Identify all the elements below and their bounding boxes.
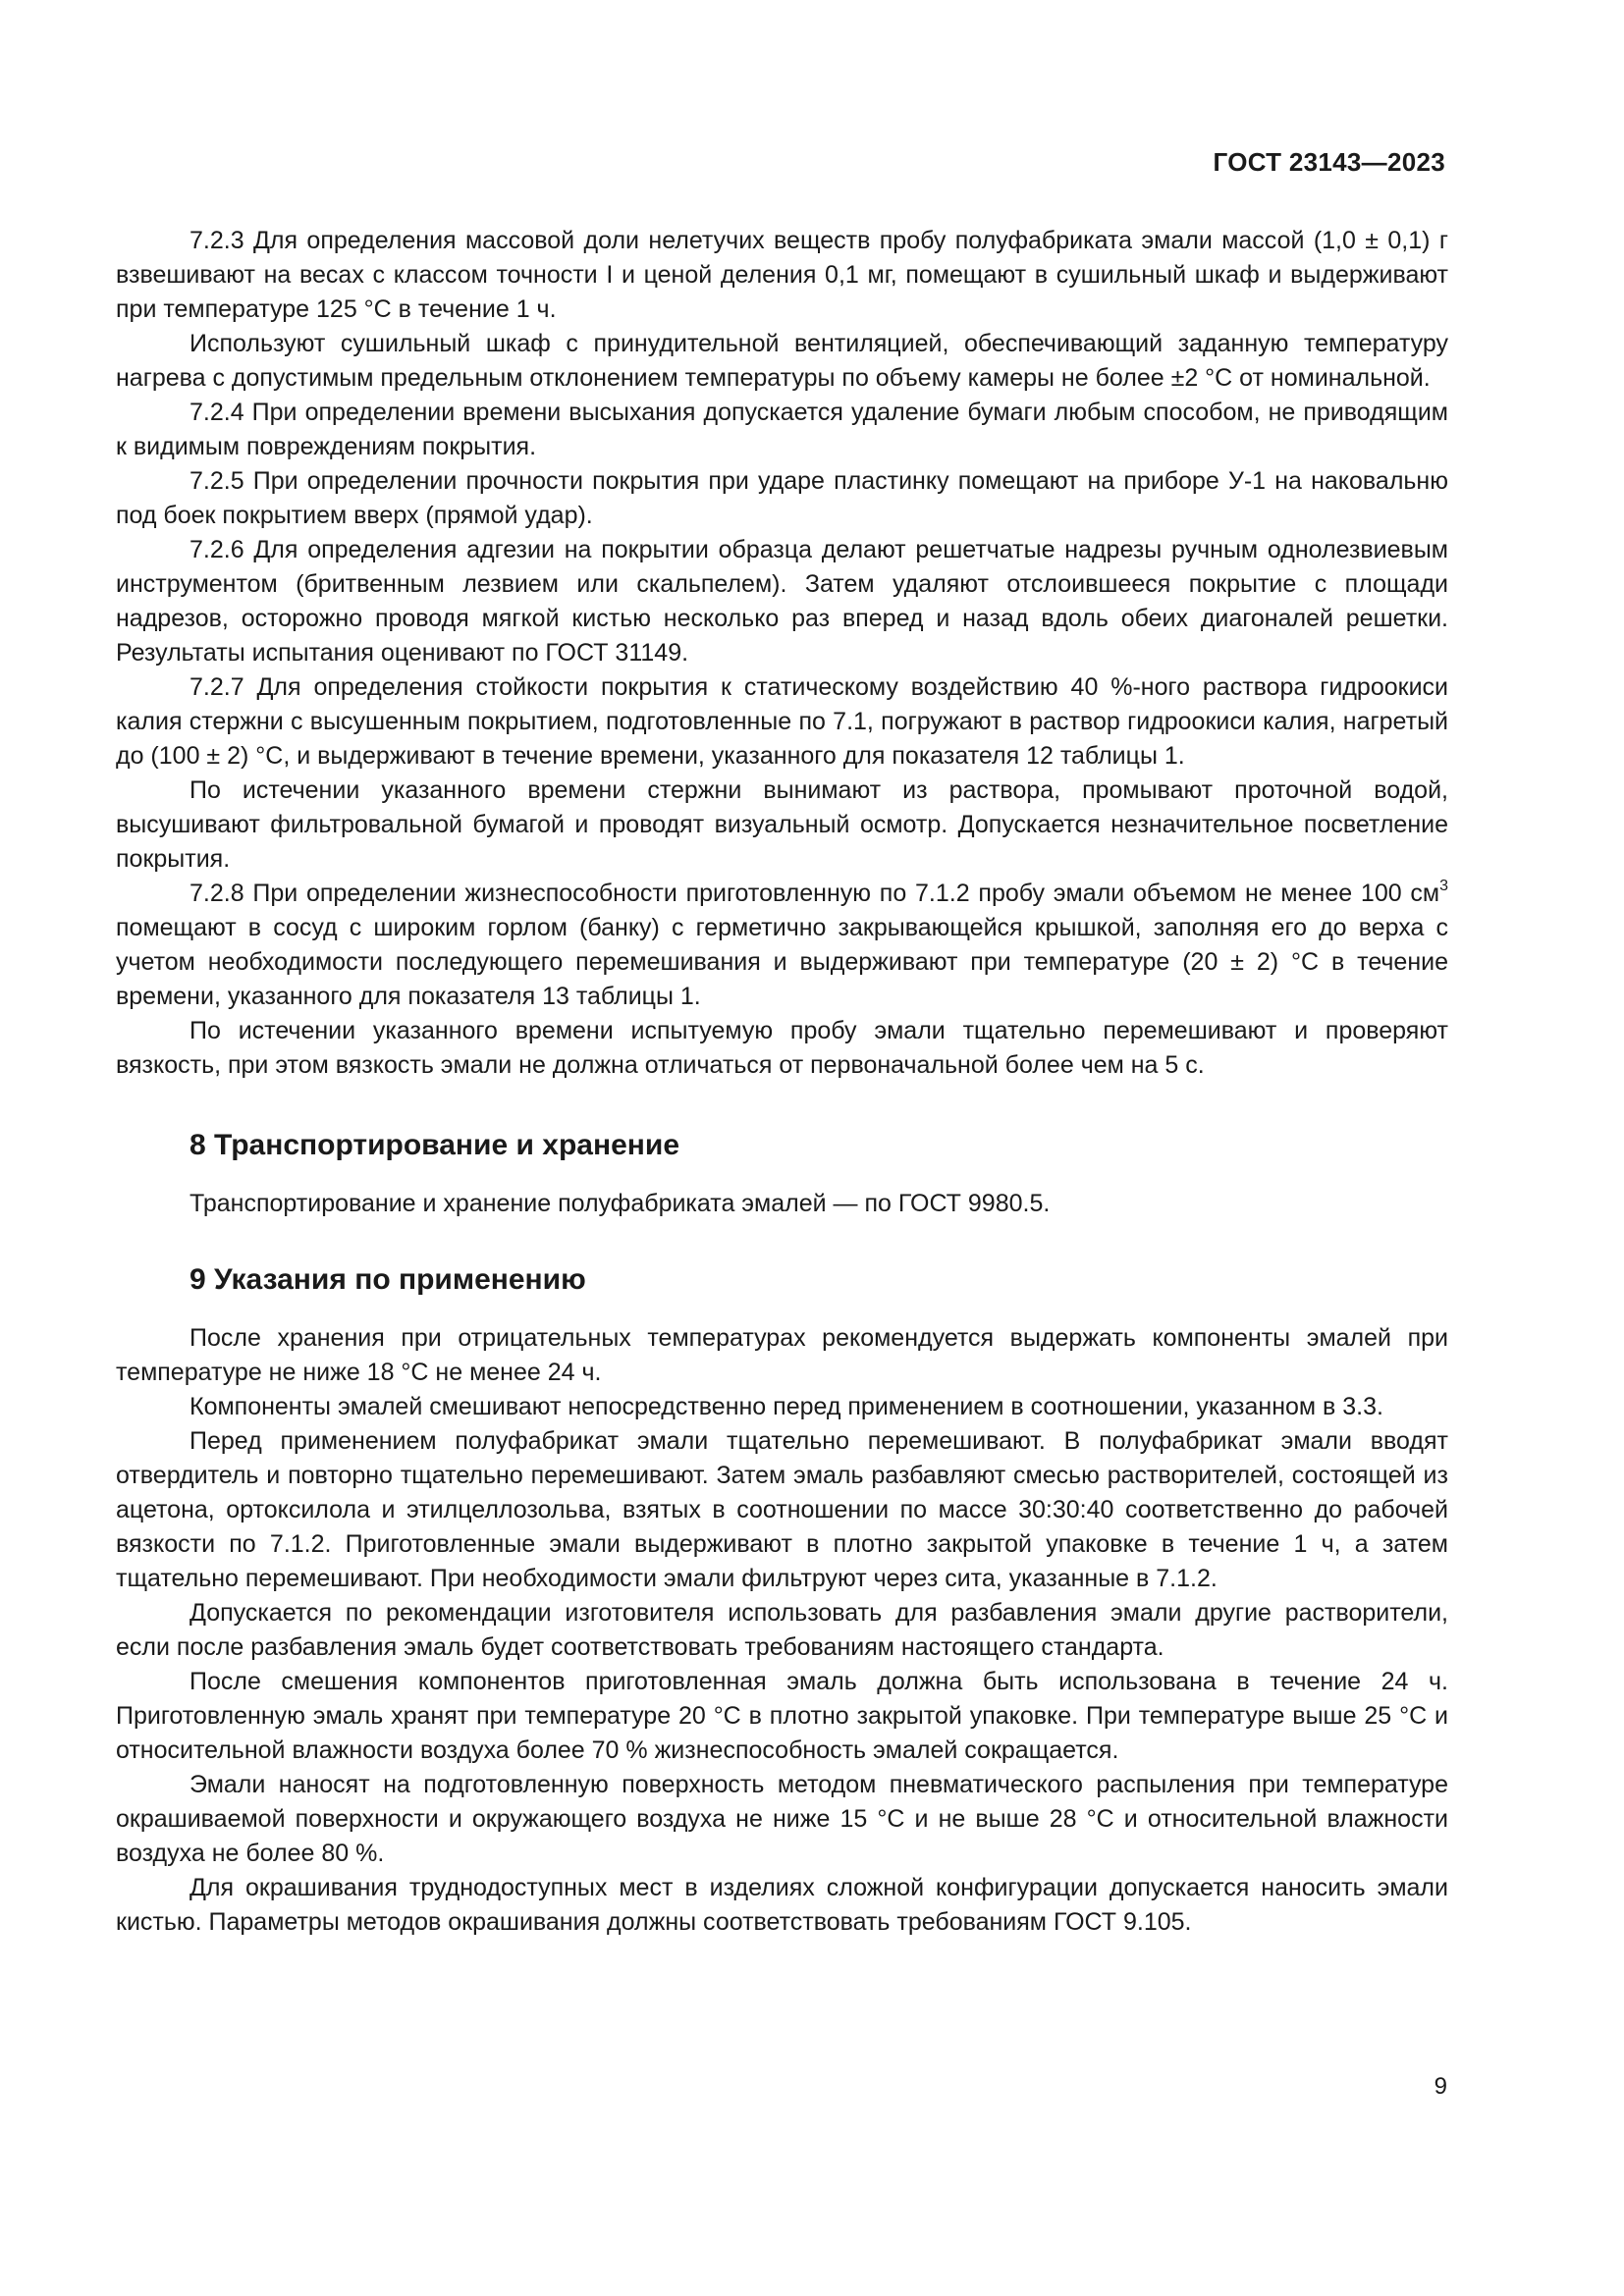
cubic-superscript: 3 bbox=[1439, 877, 1448, 894]
section-8-heading: 8 Транспортирование и хранение bbox=[189, 1129, 680, 1161]
paragraph-7-2-7-inspection: По истечении указанного времени стержни вынимают из раствора, промывают проточной водой, высушивают фильтровальной бумагой и проводят визуальный осмотр. Допускается незначительное посветление покрытия. bbox=[116, 776, 1448, 873]
section-9-paragraph: Допускается по рекомендации изготовителя использовать для разбавления эмали другие растворители, если после разбавления эмаль будет соответствовать требованиям настоящего стандарта. bbox=[116, 1599, 1448, 1661]
paragraph-7-2-5: 7.2.5 При определении прочности покрытия при ударе пластинку помещают на приборе У-1 на наковальню под боек покрытием вверх (прямой удар). bbox=[116, 467, 1448, 529]
paragraph-7-2-7: 7.2.7 Для определения стойкости покрытия к статическому воздействию 40 %-ного раствора гидроокиси калия стержни с высушенным покрытием, подготовленные по 7.1, погружают в раствор гидроокиси калия, нагретый до (100 ± 2) °С, и выдерживают в течение времени, указанного для показателя 12 таблицы 1. bbox=[116, 673, 1448, 770]
section-9-paragraph: Эмали наносят на подготовленную поверхность методом пневматического распыления при температуре окрашиваемой поверхности и окружающего воздуха не ниже 15 °С и не выше 28 °С и относительной влажности воздуха не более 80 %. bbox=[116, 1771, 1448, 1867]
paragraph-7-2-8-start: 7.2.8 При определении жизнеспособности приготовленную по 7.1.2 пробу эмали объемом не менее 100 см bbox=[189, 880, 1440, 907]
paragraph-7-2-8-viscosity: По истечении указанного времени испытуемую пробу эмали тщательно перемешивают и проверяют вязкость, при этом вязкость эмали не должна отличаться от первоначальной более чем на 5 с. bbox=[116, 1017, 1448, 1079]
paragraph-7-2-3: 7.2.3 Для определения массовой доли нелетучих веществ пробу полуфабриката эмали массой (1,0 ± 0,1) г взвешивают на весах с классом точности I и ценой деления 0,1 мг, помещают в сушильный шкаф и выдерживают при температуре 125 °С в течение 1 ч. bbox=[116, 227, 1448, 323]
section-9-paragraph: После хранения при отрицательных температурах рекомендуется выдержать компоненты эмалей при температуре не ниже 18 °С не менее 24 ч. bbox=[116, 1324, 1448, 1386]
paragraph-7-2-3-oven: Используют сушильный шкаф с принудительной вентиляцией, обеспечивающий заданную температуру нагрева с допустимым предельным отклонением температуры по объему камеры не более ±2 °С от номинальной. bbox=[116, 330, 1448, 392]
section-9-paragraph: После смешения компонентов приготовленная эмаль должна быть использована в течение 24 ч. Приготовленную эмаль хранят при температуре 20 °С в плотно закрытой упаковке. При температуре выше 25 °С и относительной влажности воздуха более 70 % жизнеспособность эмалей сокращается. bbox=[116, 1668, 1448, 1764]
page-number: 9 bbox=[1434, 2073, 1447, 2100]
paragraph-7-2-8 bbox=[116, 877, 1448, 1014]
section-9-heading: 9 Указания по применению bbox=[189, 1263, 586, 1296]
standard-code-header: ГОСТ 23143—2023 bbox=[1213, 147, 1445, 177]
page-content bbox=[116, 224, 1448, 1940]
paragraph-7-2-8-end: помещают в сосуд с широким горлом (банку) с герметично закрывающейся крышкой, заполняя его до верха с учетом необходимости последующего перемешивания и выдерживают при температуре (20 ± 2) °С в течение времени, указанного для показателя 13 таблицы 1. bbox=[116, 914, 1448, 1010]
paragraph-7-2-6: 7.2.6 Для определения адгезии на покрытии образца делают решетчатые надрезы ручным однолезвиевым инструментом (бритвенным лезвием или скальпелем). Затем удаляют отслоившееся покрытие с площади надрезов, осторожно проводя мягкой кистью несколько раз вперед и назад вдоль обеих диагоналей решетки. Результаты испытания оценивают по ГОСТ 31149. bbox=[116, 536, 1448, 667]
section-9-paragraph: Перед применением полуфабрикат эмали тщательно перемешивают. В полуфабрикат эмали вводят отвердитель и повторно тщательно перемешивают. Затем эмаль разбавляют смесью растворителей, состоящей из ацетона, ортоксилола и этилцеллозольва, взятых в соотношении по массе 30:30:40 соответственно до рабочей вязкости по 7.1.2. Приготовленные эмали выдерживают в плотно закрытой упаковке в течение 1 ч, а затем тщательно перемешивают. При необходимости эмали фильтруют через сита, указанные в 7.1.2. bbox=[116, 1427, 1448, 1592]
section-8-text: Транспортирование и хранение полуфабриката эмалей — по ГОСТ 9980.5. bbox=[189, 1190, 1051, 1217]
section-9-paragraph: Для окрашивания труднодоступных мест в изделиях сложной конфигурации допускается наносить эмали кистью. Параметры методов окрашивания должны соответствовать требованиям ГОСТ 9.105. bbox=[116, 1874, 1448, 1936]
section-9-paragraph: Компоненты эмалей смешивают непосредственно перед применением в соотношении, указанном в 3.3. bbox=[189, 1393, 1383, 1420]
paragraph-7-2-4: 7.2.4 При определении времени высыхания допускается удаление бумаги любым способом, не приводящим к видимым повреждениям покрытия. bbox=[116, 399, 1448, 460]
